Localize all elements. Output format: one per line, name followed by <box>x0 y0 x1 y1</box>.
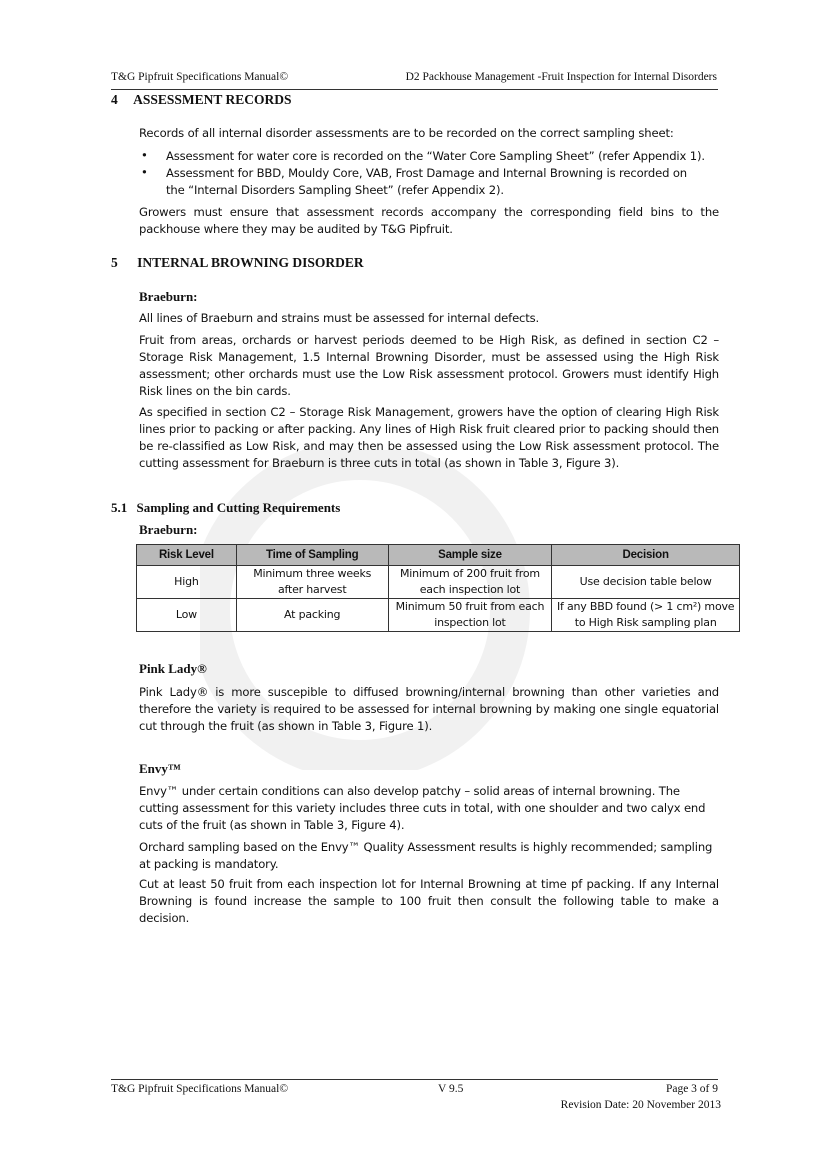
section-4-intro: Records of all internal disorder assessments are to be recorded on the correct sampling sheet: <box>139 126 674 140</box>
paragraph: Pink Lady® is more suscepible to diffused browning/internal browning than other varieties and therefore the variety is required to be assessed for internal browning by making one single equatorial cut through the fruit (as shown in Table 3, Figure 1). <box>139 685 719 733</box>
section-5-heading <box>111 255 364 271</box>
table-cell: Minimum 50 fruit from each inspection lot <box>388 599 552 632</box>
table-header-row <box>137 545 740 566</box>
table-cell: Low <box>137 599 237 632</box>
table-cell: Use decision table below <box>552 566 740 599</box>
braeburn-subheading: Braeburn: <box>139 522 198 537</box>
column-header: Risk Level <box>137 545 237 566</box>
sampling-table <box>136 544 740 632</box>
paragraph: All lines of Braeburn and strains must be assessed for internal defects. <box>139 311 540 325</box>
header-right: D2 Packhouse Management -Fruit Inspection for Internal Disorders <box>405 71 717 83</box>
pink-lady-heading: Pink Lady® <box>139 661 207 676</box>
section-title: Sampling and Cutting Requirements <box>136 500 341 515</box>
paragraph: Cut at least 50 fruit from each inspection lot for Internal Browning at time pf packing. If any Internal Browning is found increase the sample to 100 fruit then consult the following table to make a decision. <box>139 877 719 925</box>
footer-rule <box>111 1079 718 1080</box>
column-header: Decision <box>552 545 740 566</box>
table-row <box>137 566 740 599</box>
table-cell: At packing <box>236 599 388 632</box>
table-cell: Minimum three weeks after harvest <box>236 566 388 599</box>
section-number: 5 <box>111 255 118 270</box>
paragraph: As specified in section C2 – Storage Risk Management, growers have the option of clearing High Risk lines prior to packing or after packing. Any lines of High Risk fruit cleared prior to packing should then be re-classified as Low Risk, and may then be assessed using the Low Risk assessment protocol. The cutting assessment for Braeburn is three cuts in total (as shown in Table 3, Figure 3). <box>139 405 719 470</box>
paragraph: Fruit from areas, orchards or harvest periods deemed to be High Risk, as defined in section C2 – Storage Risk Management, 1.5 Internal Browning Disorder, must be assessed using the High Risk assessment; other orchards must use the Low Risk assessment protocol. Growers must identify High Risk lines on the bin cards. <box>139 333 719 398</box>
table-cell: If any BBD found (> 1 cm²) move to High Risk sampling plan <box>552 599 740 632</box>
paragraph: Envy™ under certain conditions can also develop patchy – solid areas of internal browning. The cutting assessment for this variety includes three cuts in total, with one shoulder and two calyx end cuts of the fruit (as shown in Table 3, Figure 4). <box>139 784 706 832</box>
footer-page-number: Page 3 of 9 <box>665 1083 718 1095</box>
footer-left: T&G Pipfruit Specifications Manual© <box>111 1083 289 1095</box>
bullet-icon: • <box>141 148 148 162</box>
footer-revision-date: Revision Date: 20 November 2013 <box>560 1099 721 1111</box>
table-cell: Minimum of 200 fruit from each inspection lot <box>388 566 552 599</box>
column-header: Time of Sampling <box>236 545 388 566</box>
footer-version: V 9.5 <box>438 1083 464 1095</box>
section-4-heading <box>111 92 292 108</box>
bullet-item: Assessment for BBD, Mouldy Core, VAB, Frost Damage and Internal Browning is recorded on the “Internal Disorders Sampling Sheet” (refer Appendix 2). <box>166 166 688 197</box>
braeburn-heading: Braeburn: <box>139 289 198 304</box>
section-number: 4 <box>111 92 118 107</box>
envy-heading: Envy™ <box>139 761 181 776</box>
bullet-icon: • <box>141 165 148 179</box>
section-title: ASSESSMENT RECORDS <box>133 92 292 107</box>
section-4-outro: Growers must ensure that assessment records accompany the corresponding field bins to the packhouse where they may be audited by T&G Pipfruit. <box>139 205 719 236</box>
section-5-1-heading <box>111 500 340 516</box>
bullet-item: Assessment for water core is recorded on the “Water Core Sampling Sheet” (refer Appendix 1). <box>166 149 705 163</box>
table-cell: High <box>137 566 237 599</box>
column-header: Sample size <box>388 545 552 566</box>
section-number: 5.1 <box>111 500 128 515</box>
header-rule <box>111 89 718 90</box>
paragraph: Orchard sampling based on the Envy™ Quality Assessment results is highly recommended; sampling at packing is mandatory. <box>139 840 713 871</box>
section-title: INTERNAL BROWNING DISORDER <box>137 255 364 270</box>
header-left: T&G Pipfruit Specifications Manual© <box>111 71 289 83</box>
table-row <box>137 599 740 632</box>
